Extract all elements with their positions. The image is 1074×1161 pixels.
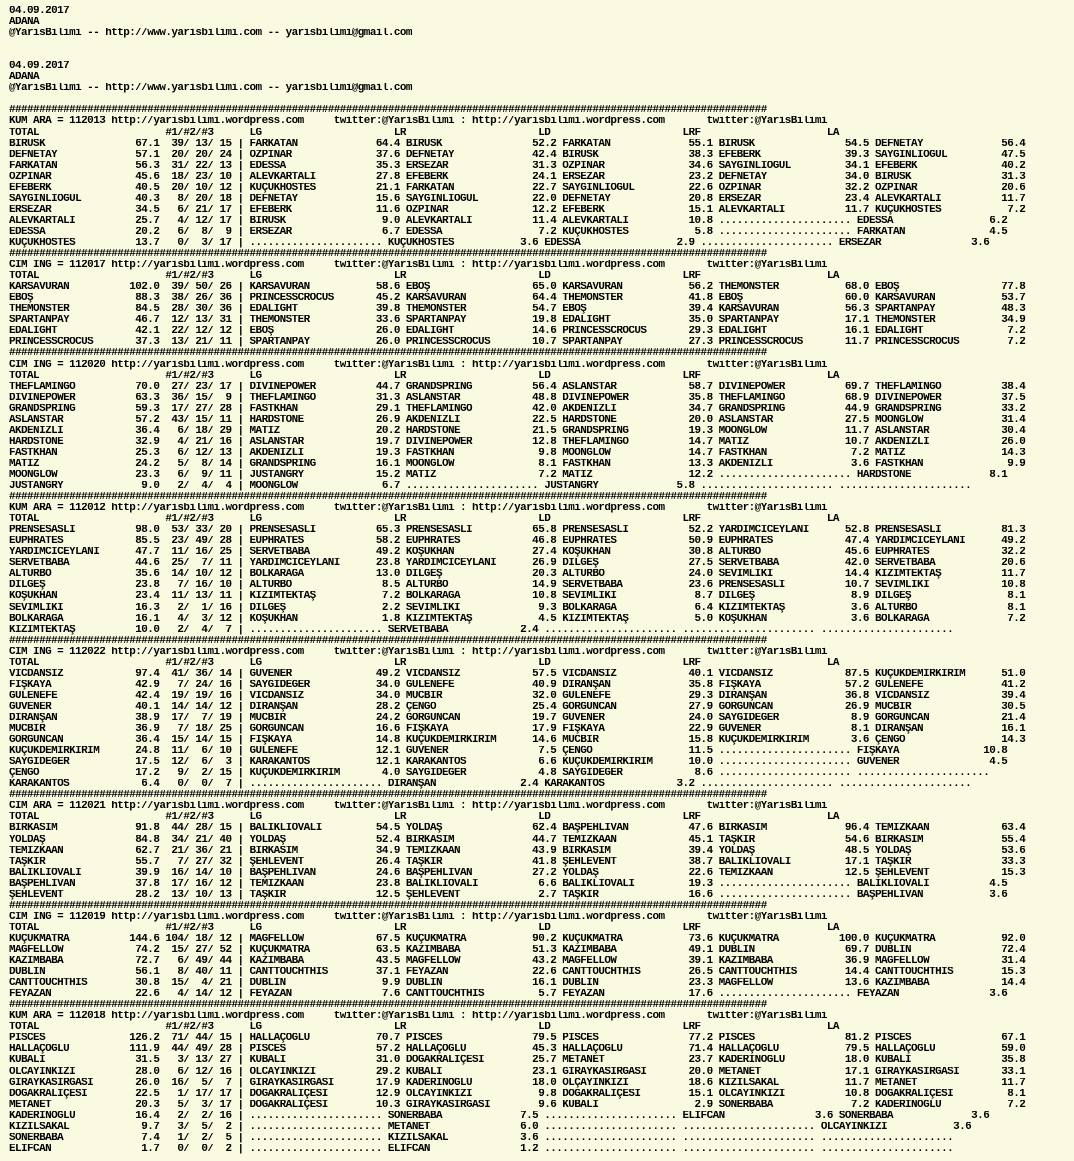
report-line: ADANA [9,72,40,84]
section-divider: ############################################################################################################################## [9,492,767,504]
report-line: BOLKARAGA 16.1 4/ 3/ 12 | KOŞUKHAN 1.8 KIZIMTEKTAŞ 4.5 KIZIMTEKTAŞ 5.0 KOŞUKHAN 3.6 BOLKARAGA 7.2 [9,613,1026,625]
report-line: TOTAL #1/#2/#3 LG LR LD LRF LA [9,271,839,283]
report-line: KUBALİ 31.5 3/ 13/ 27 | KUBALİ 31.0 DOGAKRALİÇESİ 25.7 METANET 23.7 KADERİNOGLU 18.0 KUBALİ 35.8 [9,1055,1026,1067]
report-line: TOTAL #1/#2/#3 LG LR LD LRF LA [9,812,839,824]
report-line: SPARTANPAY 46.7 12/ 13/ 31 | THEMONSTER 33.6 SPARTANPAY 19.8 EDALIGHT 35.0 SPARTANPAY 17.1 THEMONSTER 34.9 [9,315,1026,327]
report-line: ÇENGO 17.2 9/ 2/ 15 | KÜÇÜKDEMİRKIRIM 4.0 SAYGIDEGER 4.8 SAYGIDEGER 8.6 ...................... ...................... [9,768,990,780]
report-line: TEMİZKAAN 62.7 21/ 36/ 21 | BİRKASIM 34.9 TEMİZKAAN 43.9 BİRKASIM 39.4 YOLDAŞ 48.5 YOLDAŞ 53.6 [9,845,1026,857]
section-divider: ############################################################################################################################## [9,790,767,802]
report-line: EDESSA 20.2 6/ 8/ 9 | ERSEZAR 6.7 EDESSA 7.2 KÜÇÜKHOSTES 5.8 ...................... FARKATAN 4.5 [9,226,1008,238]
report-line: KARAKANTOS 6.4 0/ 0/ 7 | ...................... DİRANŞAN 2.4 KARAKANTOS 3.2 ...................... ...................... [9,779,972,791]
report-line: 04.09.2017 [9,6,70,17]
section-divider: ############################################################################################################################## [9,348,767,360]
report-line: GÖRGÜNCAN 36.4 15/ 14/ 15 | FIŞKAYA 14.8 KÜÇÜKDEMİRKIRIM 14.6 MÜCBİR 15.8 KÜÇÜKDEMİRKIRIM 3.6 ÇENGO 14.3 [9,735,1026,747]
report-line: ASLANSTAR 57.2 43/ 15/ 11 | HARDSTONE 26.9 AKDENİZLİ 22.5 HARDSTONE 20.0 ASLANSTAR 27.5 MOONGLOW 31.4 [9,414,1026,426]
report-line: GRANDSPRING 59.3 17/ 27/ 28 | FASTKHAN 29.1 THEFLAMINGO 42.0 AKDENİZLİ 34.7 GRANDSPRING 44.9 GRANDSPRING 33.2 [9,403,1026,415]
report-line: TOTAL #1/#2/#3 LG LR LD LRF LA [9,127,839,139]
report-line: FARKATAN 56.3 31/ 22/ 13 | EDESSA 35.3 ERSEZAR 31.3 ÖZPINAR 34.6 SAYGINLIOĞUL 34.1 EFEBERK 40.2 [9,160,1026,172]
report-line: KÜÇÜKHOSTES 13.7 0/ 3/ 17 | ...................... KÜÇÜKHOSTES 3.6 EDESSA 2.9 ...................... ERSEZAR 3.6 [9,237,990,249]
report-line: KUM ARA = 112013 http://yarisbilimi.wordpress.com twitter:@YarisBilimi : http://yarisbilimi.wordpress.com twitter:@YarisBilimi [9,116,827,128]
report-line: DİRANŞAN 38.9 17/ 7/ 19 | MÜCBİR 24.2 GÖRGÜNCAN 19.7 GÜVENER 24.0 SAYGIDEGER 8.9 GÖRGÜNCAN 21.4 [9,713,1026,724]
report-line: JUSTANGRY 9.0 2/ 4/ 4 | MOONGLOW 6.7 ...................... JUSTANGRY 5.8 ...................... ...................... [9,481,972,493]
report-line: GÜVENER 40.1 14/ 14/ 12 | DİRANŞAN 28.2 ÇENGO 25.4 GÖRGÜNCAN 27.9 GÖRGÜNCAN 26.9 MÜCBİR 30.5 [9,701,1026,713]
section-divider: ############################################################################################################################## [9,105,767,117]
report-line: SAYGIDEGER 17.5 12/ 6/ 3 | KARAKANTOS 12.1 KARAKANTOS 6.6 KÜÇÜKDEMİRKIRIM 10.0 ...................... GÜVENER 4.5 [9,757,1008,769]
report-line: ALTURBO 35.6 14/ 10/ 12 | BOLKARAGA 13.0 DILGEŞ 20.3 ALTURBO 24.0 SEVİMLİKİ 14.4 KIZIMTEKTAŞ 11.7 [9,569,1026,581]
report-line [9,94,1074,105]
report-line: KOŞUKHAN 23.4 11/ 13/ 11 | KIZIMTEKTAŞ 7.2 BOLKARAGA 10.8 SEVİMLİKİ 8.7 DILGEŞ 8.9 DILGEŞ 8.1 [9,591,1026,603]
report-line: TOTAL #1/#2/#3 LG LR LD LRF LA [9,1022,839,1034]
report-line: EDALIGHT 42.1 22/ 12/ 12 | EBOŞ 26.0 EDALIGHT 14.6 PRINCESSCROCUS 29.3 EDALIGHT 16.1 EDALIGHT 7.2 [9,326,1026,338]
section-divider: ############################################################################################################################## [9,900,767,912]
report-line [9,50,1074,61]
report-line: HARDSTONE 32.9 4/ 21/ 16 | ASLANSTAR 19.7 DIVINEPOWER 12.8 THEFLAMINGO 14.7 MATİZ 10.7 AKDENİZLİ 26.0 [9,436,1026,448]
report-line: EFEBERK 40.5 20/ 10/ 12 | KÜÇÜKHOSTES 21.1 FARKATAN 22.7 SAYGINLIOĞUL 22.6 ÖZPINAR 32.2 ÖZPINAR 20.6 [9,182,1026,194]
report-line: MAGFELLOW 74.2 15/ 27/ 52 | KÜÇÜKMATRA 63.5 KAZİMBABA 51.3 KAZİMBABA 49.1 DUBLIN 69.7 DUBLIN 72.4 [9,944,1026,956]
report-line: DIVINEPOWER 63.3 36/ 15/ 9 | THEFLAMINGO 31.3 ASLANSTAR 48.8 DIVINEPOWER 35.8 THEFLAMINGO 68.9 DIVINEPOWER 37.5 [9,392,1026,404]
report-line: METANET 20.3 5/ 3/ 17 | DOGAKRALİÇESİ 10.3 GIRAYKASIRGASI 9.6 KUBALİ 2.9 SONERBABA 7.2 KADERİNOGLU 7.2 [9,1099,1026,1111]
report-line: DUBLIN 56.1 8/ 40/ 11 | CANTTOUCHTHIS 37.1 FEYAZAN 22.6 CANTTOUCHTHIS 26.5 CANTTOUCHTHIS 14.4 CANTTOUCHTHIS 15.3 [9,967,1026,979]
report-line: GÜLENEFE 42.4 19/ 19/ 16 | VİCDANSIZ 34.0 MÜCBİR 32.0 GÜLENEFE 29.3 DİRANŞAN 36.8 VİCDANSIZ 39.4 [9,690,1026,702]
report-line: SONERBABA 7.4 1/ 2/ 5 | ...................... KIZILSAKAL 3.6 ...................... ...................... ...................... [9,1132,954,1144]
section-divider: ############################################################################################################################## [9,249,767,261]
report-line: DEFNETAY 57.1 20/ 20/ 24 | ÖZPINAR 37.6 DEFNETAY 42.4 BIRUSK 38.3 EFEBERK 39.3 SAYGINLIOĞUL 47.5 [9,149,1026,161]
report-line: VİCDANSIZ 97.4 41/ 36/ 14 | GÜVENER 49.2 VİCDANSIZ 57.5 VİCDANSIZ 40.1 VİCDANSIZ 87.5 KÜÇÜKDEMİRKIRIM 51.0 [9,668,1026,680]
report-line: THEFLAMINGO 70.0 27/ 23/ 17 | DIVINEPOWER 44.7 GRANDSPRING 56.4 ASLANSTAR 58.7 DIVINEPOWER 69.7 THEFLAMINGO 38.4 [9,381,1026,393]
report-line: KÜÇÜKDEMİRKIRIM 24.8 11/ 6/ 10 | GÜLENEFE 12.1 GÜVENER 7.5 ÇENGO 11.5 ...................... FIŞKAYA 10.8 [9,746,1008,758]
report-line: ELIFCAN 1.7 0/ 0/ 2 | ...................... ELIFCAN 1.2 ...................... ...................... ...................... [9,1143,954,1155]
report-line: FASTKHAN 25.3 6/ 12/ 13 | AKDENİZLİ 19.3 FASTKHAN 9.8 MOONGLOW 14.7 FASTKHAN 7.2 MATİZ 14.3 [9,447,1026,459]
report-line: KUM ARA = 112018 http://yarisbilimi.wordpress.com twitter:@YarisBilimi : http://yarisbilimi.wordpress.com twitter:@YarisBilimi [9,1011,827,1023]
report-line: BİRKASIM 91.8 44/ 28/ 15 | BALIKLIOVALI 54.5 YOLDAŞ 62.4 BAŞPEHLİVAN 47.6 BİRKASIM 96.4 TEMİZKAAN 63.4 [9,823,1026,835]
report-line: TOTAL #1/#2/#3 LG LR LD LRF LA [9,922,839,934]
report-line: PRENSESASLI 98.0 53/ 33/ 20 | PRENSESASLI 65.3 PRENSESASLI 65.8 PRENSESASLI 52.2 YARDIMCICEYLANI 52.8 PRENSESASLI 81.3 [9,525,1026,537]
report-line: TAŞKIR 55.7 7/ 27/ 32 | ŞEHLEVENT 26.4 TAŞKIR 41.8 ŞEHLEVENT 38.7 BALIKLIOVALI 17.1 TAŞKIR 33.3 [9,856,1026,868]
report-line: KÜÇÜKMATRA 144.6 104/ 18/ 12 | MAGFELLOW 67.5 KÜÇÜKMATRA 90.2 KÜÇÜKMATRA 73.6 KÜÇÜKMATRA 100.0 KÜÇÜKMATRA 92.0 [9,933,1026,945]
report-line: SEVİMLİKİ 16.3 2/ 1/ 16 | DILGEŞ 2.2 SEVİMLİKİ 9.3 BOLKARAGA 6.4 KIZIMTEKTAŞ 3.6 ALTURBO 8.1 [9,602,1026,614]
report-line: MATİZ 24.2 5/ 8/ 14 | GRANDSPRING 16.1 MOONGLOW 8.1 FASTKHAN 13.3 AKDENİZLİ 3.6 FASTKHAN 9.9 [9,458,1026,470]
report-line: KIZILSAKAL 9.7 3/ 5/ 2 | ...................... METANET 6.0 ...................... ...................... OLCAYINKIZI 3.6 [9,1121,972,1133]
report-line: KUM ARA = 112012 http://yarisbilimi.wordpress.com twitter:@YarisBilimi : http://yarisbilimi.wordpress.com twitter:@YarisBilimi [9,503,827,515]
report-line: ÖZPINAR 45.6 18/ 23/ 10 | ALEVKARTALI 27.8 EFEBERK 24.1 ERSEZAR 23.2 DEFNETAY 34.0 BIRUSK 31.3 [9,171,1026,183]
report-line: BIRUSK 67.1 39/ 13/ 15 | FARKATAN 64.4 BIRUSK 52.2 FARKATAN 55.1 BIRUSK 54.5 DEFNETAY 56.4 [9,138,1026,150]
report-line: SERVETBABA 44.6 25/ 7/ 11 | YARDIMCICEYLANI 23.8 YARDIMCICEYLANI 26.9 DILGEŞ 27.5 SERVETBABA 42.0 SERVETBABA 20.6 [9,558,1026,570]
report-line: OLCAYINKIZI 28.0 6/ 12/ 16 | OLCAYINKIZI 29.2 KUBALİ 23.1 GIRAYKASIRGASI 20.0 METANET 17.1 GIRAYKASIRGASI 33.1 [9,1066,1026,1078]
report-line [9,39,1074,50]
report-line: CANTTOUCHTHIS 30.8 15/ 4/ 21 | DUBLIN 9.9 DUBLIN 16.1 DUBLIN 23.3 MAGFELLOW 13.6 KAZİMBABA 14.4 [9,978,1026,990]
report-line: PRINCESSCROCUS 37.3 13/ 21/ 11 | SPARTANPAY 26.0 PRINCESSCROCUS 10.7 SPARTANPAY 27.3 PRINCESSCROCUS 11.7 PRINCESSCROCUS 7.2 [9,337,1026,349]
report-line: 04.09.2017 [9,61,70,73]
report-line: PISCES 126.2 71/ 44/ 15 | HALLAÇOĞLU 70.7 PISCES 79.5 PISCES 77.2 PISCES 81.2 PISCES 67.1 [9,1033,1026,1045]
report-line: ERSEZAR 34.5 6/ 21/ 17 | EFEBERK 11.6 ÖZPINAR 12.2 EFEBERK 15.1 ALEVKARTALI 11.7 KÜÇÜKHOSTES 7.2 [9,204,1026,216]
report-line: EBOŞ 88.3 38/ 26/ 36 | PRINCESSCROCUS 45.2 KARSAVURAN 64.4 THEMONSTER 41.8 EBOŞ 60.0 KARSAVURAN 53.7 [9,293,1026,305]
report-line: DOGAKRALİÇESİ 22.5 1/ 17/ 17 | DOGAKRALİÇESİ 12.9 OLCAYINKIZI 9.8 DOGAKRALİÇESİ 15.1 OLCAYINKIZI 10.8 DOGAKRALİÇESİ 8.1 [9,1088,1026,1100]
report-line: MOONGLOW 23.3 6/ 9/ 11 | JUSTANGRY 15.2 MATİZ 7.2 MATİZ 12.2 ...................... HARDSTONE 8.1 [9,469,1008,481]
report-line: ADANA [9,17,40,29]
report-line: KADERİNOĞLU 16.4 2/ 2/ 16 | ...................... SONERBABA 7.5 ...................... ELIFCAN 3.6 SONERBABA 3.6 [9,1110,990,1122]
report-line: CIM ING = 112020 http://yarisbilimi.wordpress.com twitter:@YarisBilimi : http://yarisbilimi.wordpress.com twitter:@YarisBilimi [9,359,827,371]
report-line: KARSAVURAN 102.0 39/ 50/ 26 | KARSAVURAN 58.6 EBOŞ 65.0 KARSAVURAN 56.2 THEMONSTER 68.0 EBOŞ 77.8 [9,282,1026,294]
report-line: HALLAÇOĞLU 111.9 44/ 49/ 28 | PISCES 57.2 HALLAÇOĞLU 45.3 HALLAÇOĞLU 71.4 HALLAÇOĞLU 79.5 HALLAÇOĞLU 59.0 [9,1044,1026,1056]
report-line: @YarisBilimi -- http://www.yarisbilimi.com -- yarisbilimi@gmail.com [9,83,412,95]
report-line: CIM ARA = 112021 http://yarisbilimi.wordpress.com twitter:@YarisBilimi : http://yarisbilimi.wordpress.com twitter:@YarisBilimi [9,801,827,813]
report-line: TOTAL #1/#2/#3 LG LR LD LRF LA [9,370,839,382]
report-line: SAYGINLIOĞUL 40.3 8/ 20/ 18 | DEFNETAY 15.6 SAYGINLIOĞUL 22.0 DEFNETAY 20.8 ERSEZAR 23.4 ALEVKARTALI 11.7 [9,193,1026,205]
section-divider: ############################################################################################################################## [9,1000,767,1012]
report-line: CIM ING = 112019 http://yarisbilimi.wordpress.com twitter:@YarisBilimi : http://yarisbilimi.wordpress.com twitter:@YarisBilimi [9,911,827,923]
report-line: KAZİMBABA 72.7 6/ 49/ 44 | KAZİMBABA 43.5 MAGFELLOW 43.2 MAGFELLOW 39.1 KAZİMBABA 36.9 MAGFELLOW 31.4 [9,956,1026,968]
report-line: ALEVKARTALI 25.7 4/ 12/ 17 | BIRUSK 9.0 ALEVKARTALI 11.4 ALEVKARTALI 10.8 ...................... EDESSA 6.2 [9,215,1008,227]
report-line: YOLDAŞ 84.8 34/ 21/ 40 | YOLDAŞ 52.4 BİRKASIM 44.7 TEMİZKAAN 45.1 TAŞKIR 54.6 BİRKASIM 55.4 [9,834,1026,846]
report-line: BAŞPEHLİVAN 37.8 17/ 16/ 12 | TEMİZKAAN 23.8 BALIKLIOVALI 6.6 BALIKLIOVALI 19.3 ...................... BALIKLIOVALI 4.5 [9,878,1008,890]
section-divider: ############################################################################################################################## [9,635,767,647]
report-line: GIRAYKASIRGASI 26.0 16/ 5/ 7 | GIRAYKASIRGASI 17.9 KADERİNOĞLU 18.0 OLÇAYINKIZI 18.6 KIZILSAKAL 11.7 METANET 11.7 [9,1077,1026,1089]
report-line: ŞEHLEVENT 28.2 13/ 10/ 13 | TAŞKIR 12.5 ŞEHLEVENT 2.7 TAŞKIR 16.6 ...................... BAŞPEHLİVAN 3.6 [9,889,1008,901]
report-line: AKDENİZLİ 36.4 6/ 18/ 29 | MATİZ 20.2 HARDSTONE 21.5 GRANDSPRING 19.3 MOONGLOW 11.7 ASLANSTAR 30.4 [9,425,1026,437]
report-line: @YarisBilimi -- http://www.yarisbilimi.com -- yarisbilimi@gmail.com [9,28,412,40]
report-line: CIM ING = 112017 http://yarisbilimi.wordpress.com twitter:@YarisBilimi : http://yarisbilimi.wordpress.com twitter:@YarisBilimi [9,260,827,272]
report-line: MÜCBİR 36.9 7/ 18/ 25 | GÖRGÜNCAN 16.6 FIŞKAYA 17.9 FIŞKAYA 22.9 GÜVENER 8.1 DİRANŞAN 16.1 [9,724,1026,736]
report-line: CIM ING = 112022 http://yarisbilimi.wordpress.com twitter:@YarisBilimi : http://yarisbilimi.wordpress.com twitter:@YarisBilimi [9,646,827,658]
report-line: DILGEŞ 23.8 7/ 16/ 10 | ALTURBO 8.5 ALTURBO 14.9 SERVETBABA 23.6 PRENSESASLI 10.7 SEVİMLİKİ 10.8 [9,580,1026,592]
report-line: YARDIMCICEYLANI 47.7 11/ 16/ 25 | SERVETBABA 49.2 KOŞUKHAN 27.4 KOŞUKHAN 30.8 ALTURBO 45.6 EUPHRATES 32.2 [9,547,1026,559]
report-line: EUPHRATES 85.5 23/ 49/ 28 | EUPHRATES 58.2 EUPHRATES 46.8 EUPHRATES 50.9 EUPHRATES 47.4 YARDIMCICEYLANI 49.2 [9,536,1026,548]
report-line: FEYAZAN 22.6 4/ 14/ 12 | FEYAZAN 7.6 CANTTOUCHTHIS 5.7 FEYAZAN 17.6 ...................... FEYAZAN 3.6 [9,989,1008,1001]
report-line: FIŞKAYA 42.9 7/ 24/ 16 | SAYGIDEGER 34.0 GÜLENEFE 40.9 DİRANŞAN 35.8 FIŞKAYA 57.2 GÜLENEFE 41.2 [9,679,1026,691]
report-line: TOTAL #1/#2/#3 LG LR LD LRF LA [9,514,839,526]
report-line: KIZIMTEKTAŞ 10.0 2/ 4/ 7 | ...................... SERVETBABA 2.4 ...................... ...................... ...................... [9,624,954,636]
report-line: BALIKLIOVALI 39.9 16/ 14/ 10 | BAŞPEHLİVAN 24.6 BAŞPEHLİVAN 27.2 YOLDAŞ 22.6 TEMİZKAAN 12.5 ŞEHLEVENT 15.3 [9,867,1026,879]
report-line: TOTAL #1/#2/#3 LG LR LD LRF LA [9,657,839,669]
report-line: THEMONSTER 84.5 28/ 30/ 36 | EDALIGHT 39.8 THEMONSTER 54.7 EBOŞ 39.4 KARSAVURAN 56.3 SPARTANPAY 48.3 [9,304,1026,316]
